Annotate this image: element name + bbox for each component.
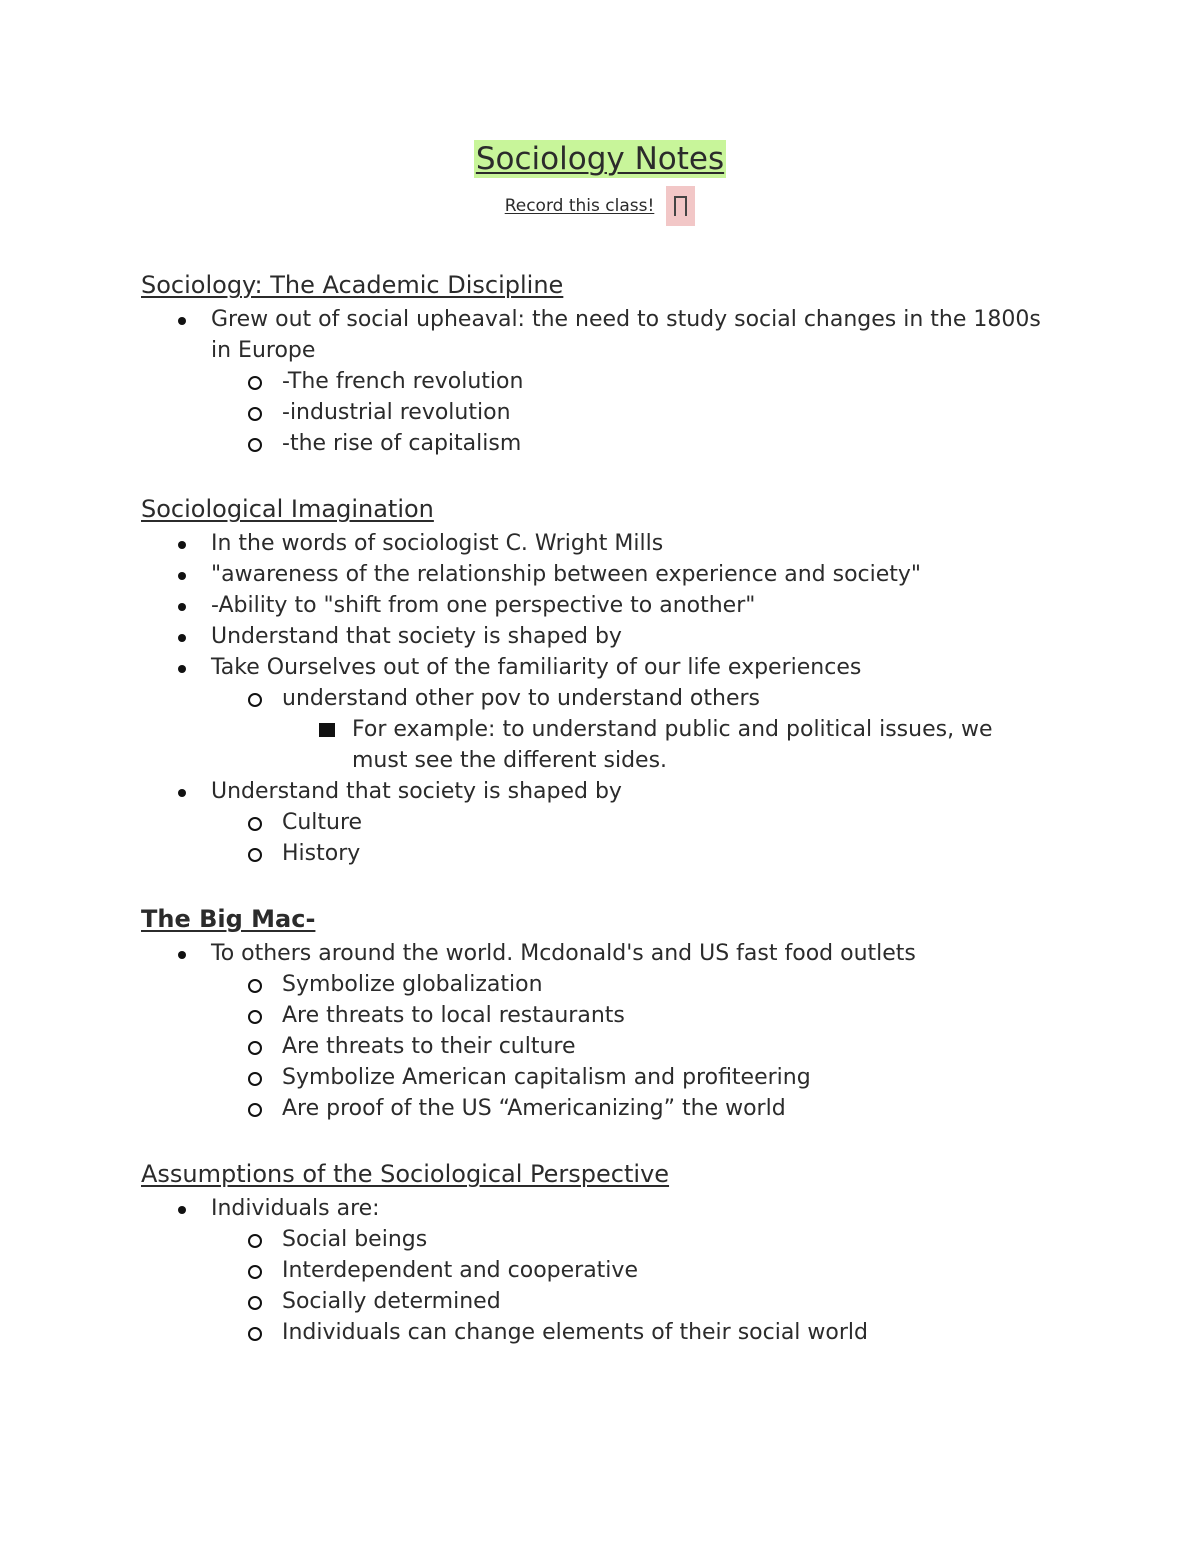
- list-item-text: History: [282, 841, 361, 866]
- bullet-ring: [248, 1010, 262, 1024]
- bullet-dot: [178, 603, 186, 611]
- bullet-ring: [248, 407, 262, 421]
- bullet-dot: [178, 789, 186, 797]
- list-item: [141, 776, 1041, 807]
- list-item: [141, 621, 1041, 652]
- section-heading: Assumptions of the Sociological Perspective: [141, 1160, 670, 1188]
- record-icon[interactable]: [666, 186, 695, 226]
- spacer: [141, 1124, 1041, 1155]
- bullet-ring: [248, 979, 262, 993]
- bullet-dot: [178, 541, 186, 549]
- bullet-dot: [178, 572, 186, 580]
- list-item-text: understand other pov to understand others: [282, 686, 760, 711]
- list-item: [141, 807, 1041, 838]
- list-item-text: In the words of sociologist C. Wright Mills: [211, 531, 664, 556]
- list-item-text: Grew out of social upheaval: the need to study social changes in the 1800s in Europe: [211, 307, 1041, 363]
- record-glyph: [674, 196, 687, 216]
- bullet-ring: [248, 1234, 262, 1248]
- spacer: [141, 869, 1041, 900]
- list-item: [141, 559, 1041, 590]
- list-item-text: Socially determined: [282, 1289, 501, 1314]
- section-sociological-imagination: [141, 490, 1041, 869]
- list-item-text: Are threats to their culture: [282, 1034, 576, 1059]
- section-assumptions: [141, 1155, 1041, 1348]
- notes-content: [141, 266, 1041, 1348]
- list-item: [141, 969, 1041, 1000]
- list-item-text: Symbolize American capitalism and profiteering: [282, 1065, 811, 1090]
- list-item-text: Social beings: [282, 1227, 428, 1252]
- bullet-ring: [248, 1103, 262, 1117]
- list-item: [141, 304, 1041, 366]
- list-item: [141, 1093, 1041, 1124]
- list-item: [141, 366, 1041, 397]
- list-item: [141, 1193, 1041, 1224]
- title-row: [0, 140, 1200, 178]
- bullet-ring: [248, 438, 262, 452]
- spacer: [141, 459, 1041, 490]
- list-item-text: Are threats to local restaurants: [282, 1003, 625, 1028]
- bullet-ring: [248, 1265, 262, 1279]
- bullet-list: [141, 1193, 1041, 1224]
- list-item: [141, 428, 1041, 459]
- list-item: [141, 714, 1041, 776]
- list-item: [141, 1255, 1041, 1286]
- list-item: [141, 528, 1041, 559]
- bullet-list: [141, 304, 1041, 366]
- bullet-square: [319, 723, 335, 737]
- bullet-list: [141, 776, 1041, 807]
- bullet-dot: [178, 1206, 186, 1214]
- sub-bullet-list: [141, 1224, 1041, 1348]
- section-heading: Sociological Imagination: [141, 495, 434, 523]
- bullet-ring: [248, 817, 262, 831]
- list-item-text: -industrial revolution: [282, 400, 511, 425]
- list-item-text: Culture: [282, 810, 363, 835]
- bullet-ring: [248, 693, 262, 707]
- section-big-mac: [141, 900, 1041, 1124]
- bullet-dot: [178, 317, 186, 325]
- list-item-text: -Ability to "shift from one perspective to another": [211, 593, 756, 618]
- list-item: [141, 590, 1041, 621]
- sub-bullet-list: [141, 807, 1041, 869]
- list-item: [141, 397, 1041, 428]
- bullet-ring: [248, 376, 262, 390]
- list-item: [141, 1031, 1041, 1062]
- bullet-ring: [248, 1072, 262, 1086]
- list-item-text: -the rise of capitalism: [282, 431, 522, 456]
- sub-sub-bullet-list: [141, 714, 1041, 776]
- list-item-text: To others around the world. Mcdonald's and US fast food outlets: [211, 941, 916, 966]
- list-item: [141, 1062, 1041, 1093]
- section-heading: The Big Mac-: [141, 905, 316, 933]
- section-heading: Sociology: The Academic Discipline: [141, 271, 564, 299]
- list-item-text: "awareness of the relationship between experience and society": [211, 562, 922, 587]
- bullet-dot: [178, 665, 186, 673]
- bullet-list: [141, 528, 1041, 683]
- sub-bullet-list: [141, 969, 1041, 1124]
- list-item-text: Take Ourselves out of the familiarity of our life experiences: [211, 655, 862, 680]
- list-item: [141, 1000, 1041, 1031]
- list-item-text: Are proof of the US “Americanizing” the world: [282, 1096, 786, 1121]
- sub-bullet-list: [141, 683, 1041, 714]
- bullet-dot: [178, 951, 186, 959]
- list-item: [141, 1286, 1041, 1317]
- bullet-list: [141, 938, 1041, 969]
- list-item: [141, 1317, 1041, 1348]
- list-item-text: Individuals are:: [211, 1196, 380, 1221]
- bullet-dot: [178, 634, 186, 642]
- page-title: Sociology Notes: [475, 141, 725, 177]
- list-item: [141, 1224, 1041, 1255]
- list-item-text: Interdependent and cooperative: [282, 1258, 638, 1283]
- list-item-text: Understand that society is shaped by: [211, 624, 622, 649]
- bullet-ring: [248, 1296, 262, 1310]
- section-academic-discipline: [141, 266, 1041, 459]
- list-item-text: -The french revolution: [282, 369, 524, 394]
- bullet-ring: [248, 1327, 262, 1341]
- list-item-text: For example: to understand public and political issues, we must see the different sides.: [352, 717, 993, 773]
- list-item: [141, 938, 1041, 969]
- sub-bullet-list: [141, 366, 1041, 459]
- record-row: [0, 186, 1200, 226]
- list-item: [141, 652, 1041, 683]
- list-item: [141, 838, 1041, 869]
- list-item-text: Symbolize globalization: [282, 972, 543, 997]
- bullet-ring: [248, 1041, 262, 1055]
- list-item-text: Understand that society is shaped by: [211, 779, 622, 804]
- list-item-text: Individuals can change elements of their social world: [282, 1320, 868, 1345]
- record-class-link[interactable]: Record this class!: [504, 196, 655, 216]
- bullet-ring: [248, 848, 262, 862]
- list-item: [141, 683, 1041, 714]
